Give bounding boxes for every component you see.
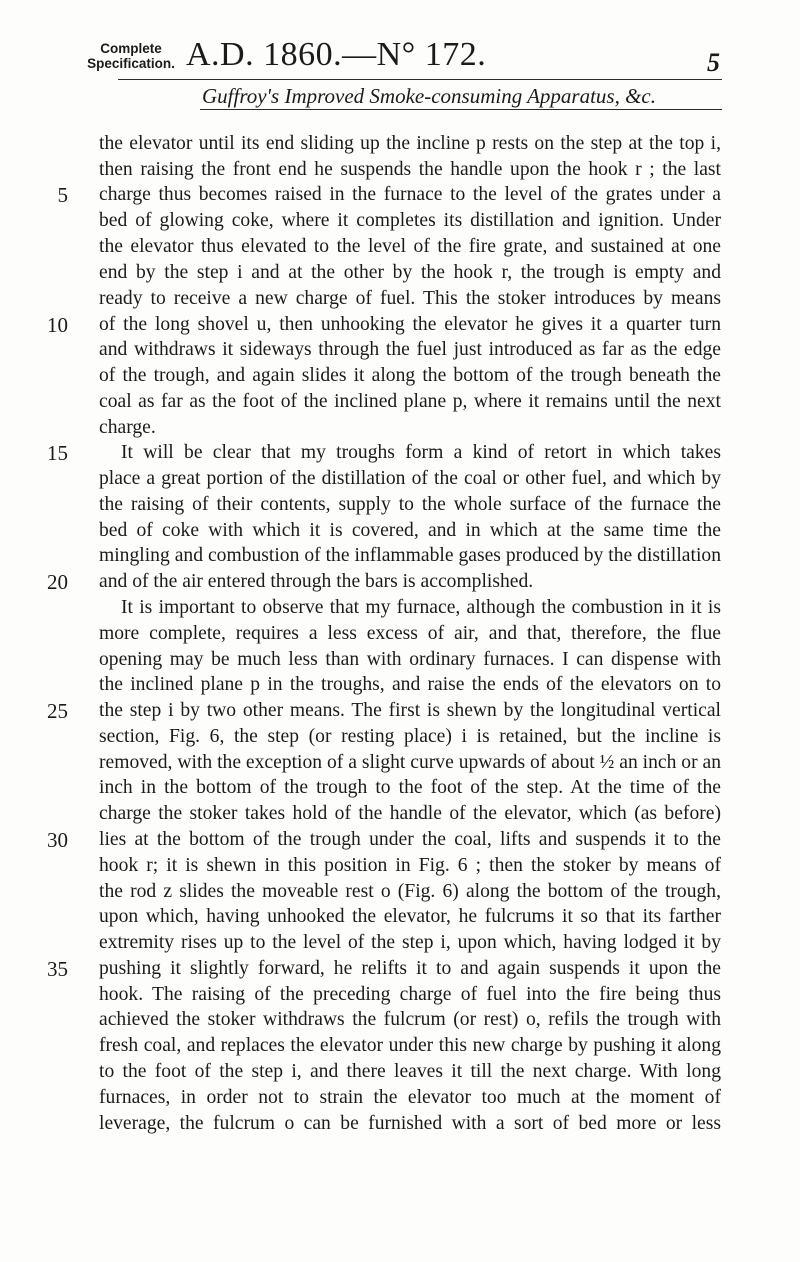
header-rule-top: [118, 79, 722, 80]
text-line: the raising of their contents, supply to the whole surface of the furnace the: [99, 494, 721, 515]
text-line: more complete, requires a less excess of air, and that, therefore, the flue: [99, 623, 721, 644]
text-line: achieved the stoker withdraws the fulcrum (or rest) o, refils the trough with: [99, 1009, 721, 1030]
text-line: the inclined plane p in the troughs, and raise the ends of the elevators on to: [99, 674, 721, 695]
header-rule-bottom: [200, 109, 722, 110]
text-line: section, Fig. 6, the step (or resting place) i is retained, but the incline is: [99, 726, 721, 747]
text-line: pushing it slightly forward, he relifts it to and again suspends it upon the: [99, 958, 721, 979]
line-number: 15: [47, 441, 68, 465]
text-line: the elevator thus elevated to the level of the fire grate, and sustained at one: [99, 236, 721, 257]
text-line: hook r; it is shewn in this position in Fig. 6 ; then the stoker by means of: [99, 855, 721, 876]
specification-label-line1: Complete: [100, 41, 162, 56]
text-line: and withdraws it sideways through the fuel just introduced as far as the edge: [99, 339, 721, 360]
specification-label-line2: Specification.: [87, 56, 175, 71]
line-number: 25: [47, 699, 68, 723]
text-line: hook. The raising of the preceding charge of fuel into the fire being thus: [99, 984, 721, 1005]
text-line: to the foot of the step i, and there leaves it till the next charge. With long: [99, 1061, 721, 1082]
text-line: lies at the bottom of the trough under the coal, lifts and suspends it to the: [99, 829, 721, 850]
line-number: 10: [47, 313, 68, 337]
specification-label: [86, 41, 176, 71]
text-line: end by the step i and at the other by the hook r, the trough is empty and: [99, 262, 721, 283]
line-number: 30: [47, 828, 68, 852]
text-line: the elevator until its end sliding up the incline p rests on the step at the top i,: [99, 133, 721, 154]
text-line: bed of glowing coke, where it completes its distillation and ignition. Under: [99, 210, 721, 231]
text-line: opening may be much less than with ordinary furnaces. I can dispense with: [99, 649, 721, 670]
text-line: furnaces, in order not to strain the elevator too much at the moment of: [99, 1087, 721, 1108]
text-line: bed of coke with which it is covered, and in which at the same time the: [99, 520, 721, 541]
line-number: 5: [57, 183, 68, 207]
running-subtitle: Guffroy's Improved Smoke-consuming Apparatus, &c.: [202, 84, 656, 108]
page-title: A.D. 1860.—N° 172.: [186, 36, 487, 73]
text-line: extremity rises up to the level of the step i, upon which, having lodged it by: [99, 932, 721, 953]
text-line: fresh coal, and replaces the elevator under this new charge by pushing it along: [99, 1035, 721, 1056]
text-line: of the long shovel u, then unhooking the elevator he gives it a quarter turn: [99, 314, 721, 335]
text-line: removed, with the exception of a slight curve upwards of about ½ an inch or an: [99, 752, 721, 773]
text-line: charge thus becomes raised in the furnace to the level of the grates under a: [99, 184, 721, 205]
text-line: mingling and combustion of the inflammable gases produced by the distillation: [99, 545, 721, 566]
text-line: charge the stoker takes hold of the handle of the elevator, which (as before): [99, 803, 721, 824]
text-line: It will be clear that my troughs form a kind of retort in which takes: [121, 442, 721, 463]
text-line: charge.: [99, 417, 156, 438]
text-line: It is important to observe that my furnace, although the combustion in it is: [121, 597, 721, 618]
text-line: the step i by two other means. The first is shewn by the longitudinal vertical: [99, 700, 721, 721]
line-number: 35: [47, 957, 68, 981]
text-line: then raising the front end he suspends the handle upon the hook r ; the last: [99, 159, 721, 180]
text-line: inch in the bottom of the trough to the foot of the step. At the time of the: [99, 777, 721, 798]
page-number: 5: [707, 48, 720, 77]
text-line: place a great portion of the distillation of the coal or other fuel, and which by: [99, 468, 721, 489]
text-line: ready to receive a new charge of fuel. This the stoker introduces by means: [99, 288, 721, 309]
line-number: 20: [47, 570, 68, 594]
text-line: upon which, having unhooked the elevator, he fulcrums it so that its farther: [99, 906, 721, 927]
text-line: and of the air entered through the bars is accomplished.: [99, 571, 534, 592]
text-line: leverage, the fulcrum o can be furnished with a sort of bed more or less: [99, 1113, 721, 1134]
text-line: the rod z slides the moveable rest o (Fig. 6) along the bottom of the trough,: [99, 881, 721, 902]
text-line: coal as far as the foot of the inclined plane p, where it remains until the next: [99, 391, 721, 412]
text-line: of the trough, and again slides it along the bottom of the trough beneath the: [99, 365, 721, 386]
